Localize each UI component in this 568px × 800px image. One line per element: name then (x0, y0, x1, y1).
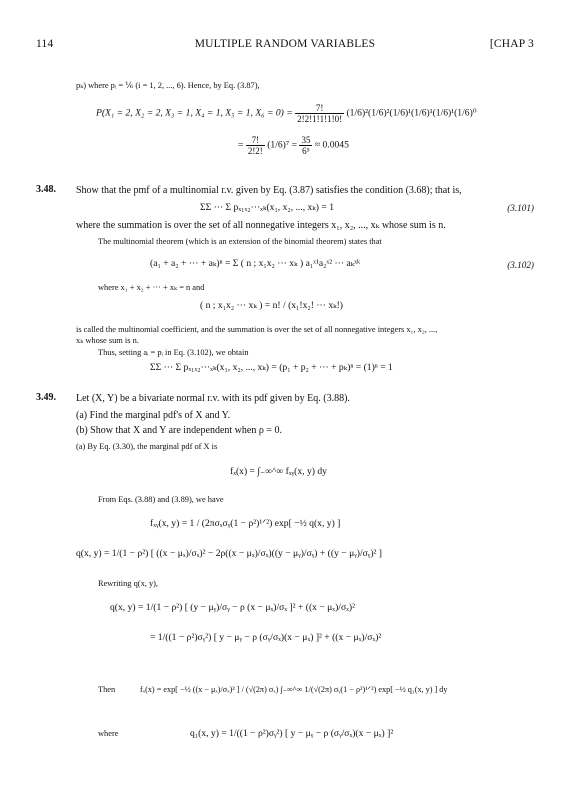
running-title: MULTIPLE RANDOM VARIABLES (194, 38, 376, 50)
equation-3-102: (a₁ + a₂ + ··· + aₖ)ⁿ = Σ ( n ; x₁x₂ ··· xₖ ) a₁ˣ¹a₂ˣ² ··· aₖˣᵏ (150, 258, 361, 269)
equation-3-101: ΣΣ ··· Σ pₓ₁ₓ₂···ₓₖ(x₁, x₂, ..., xₖ) = 1 (200, 202, 335, 213)
from-eqs-note: From Eqs. (3.88) and (3.89), we have (98, 495, 224, 504)
eq2-power: (1/6)⁷ (267, 139, 290, 151)
eq2-frac2-den: 6⁵ (302, 146, 310, 156)
problem-number-349: 3.49. (36, 392, 56, 403)
coefficient-note-line-1: is called the multinomial coefficient, and the summation is over the set of all nonnegative integers x₁, x₂, ..., (76, 325, 438, 334)
equation-fx-integral: fₓ(x) = exp[ −½ ((x − μₓ)/σₓ)² ] / (√(2π) σₓ) ∫₋∞^∞ 1/(√(2π) σᵧ(1 − ρ²)¹ᐟ²) exp[ −½ q₁(x, y) ] dy (140, 685, 448, 694)
equation-q-expanded: = 1/((1 − ρ²)σᵧ²) [ y − μᵧ − ρ (σᵧ/σₓ)(x − μₓ) ]² + ((x − μₓ)/σₓ)² (150, 632, 382, 643)
equation-number-3-102: (3.102) (507, 260, 534, 270)
running-header (36, 38, 534, 52)
solution-a-intro: (a) By Eq. (3.30), the marginal pdf of X is (76, 442, 218, 451)
equation-sum-result: ΣΣ ··· Σ pₓ₁ₓ₂···ₓₖ(x₁, x₂, ..., xₖ) = (p₁ + p₂ + ··· + pₖ)ⁿ = (1)ⁿ = 1 (150, 362, 393, 373)
eq1-fraction (295, 103, 344, 124)
then-label: Then (98, 685, 116, 694)
eq1-lhs: P(X₁ = 2, X₂ = 2, X₃ = 1, X₄ = 1, X₅ = 1, X₆ = 0) = (96, 107, 293, 119)
equation-number-3-101: (3.101) (507, 203, 534, 213)
summation-note: where the summation is over the set of all nonnegative integers x₁, x₂, ..., xₖ whose sum is n. (76, 220, 446, 231)
eq1-frac-den: 2!2!1!1!1!0! (297, 114, 343, 124)
eq2-frac2-num: 35 (301, 135, 311, 145)
where-label: where (98, 729, 119, 738)
page-number: 114 (36, 38, 54, 50)
equation-q: q(x, y) = 1/(1 − ρ²) [ ((x − μₓ)/σₓ)² − 2ρ((x − μₓ)/σₓ)((y − μᵧ)/σᵧ) + ((y − μᵧ)/σᵧ)² ] (76, 548, 383, 559)
problem-348-statement: Show that the pmf of a multinomial r.v. given by Eq. (3.87) satisfies the condition (3.68); that is, (76, 185, 462, 196)
eq2-result: ≈ 0.0045 (314, 139, 349, 151)
rewriting-note: Rewriting q(x, y), (98, 579, 159, 588)
part-b: (b) Show that X and Y are independent when ρ = 0. (76, 425, 282, 436)
equation-probability-result: = $\frac{7!}{2!2!}$ (1/6)⁷ = $\frac{35}{\text{6⁵}}$ ≈ 0.0045 (238, 135, 349, 156)
eq2-frac-num: 7! (246, 135, 265, 146)
eq1-frac-num: 7! (295, 103, 344, 114)
equation-q-rewritten: q(x, y) = 1/(1 − ρ²) [ (y − μᵧ)/σᵧ − ρ (x − μₓ)/σₓ ]² + ((x − μₓ)/σₓ)² (110, 602, 355, 613)
equation-probability (96, 103, 477, 124)
equation-bivariate-pdf: fₓᵧ(x, y) = 1 / (2πσₓσᵧ(1 − ρ²)¹ᐟ²) exp[ −½ q(x, y) ] (150, 518, 341, 529)
intro-line: pₖ) where pᵢ = ⅙ (i = 1, 2, ..., 6). Hence, by Eq. (3.87), (76, 81, 260, 90)
problem-349-statement: Let (X, Y) be a bivariate normal r.v. with its pdf given by Eq. (3.88). (76, 393, 350, 404)
coefficient-note-line-2: xₖ whose sum is n. (76, 336, 139, 345)
eq1-powers: (1/6)²(1/6)²(1/6)¹(1/6)¹(1/6)¹(1/6)⁰ (346, 107, 477, 119)
problem-number-348: 3.48. (36, 184, 56, 195)
equation-multinomial-coefficient: ( n ; x₁x₂ ··· xₖ ) = n! / (x₁!x₂! ··· xₖ!) (200, 300, 344, 311)
theorem-intro: The multinomial theorem (which is an extension of the binomial theorem) states that (98, 237, 382, 246)
equation-q1: q₁(x, y) = 1/((1 − ρ²)σᵧ²) [ y − μᵧ − ρ (σᵧ/σₓ)(x − μₓ) ]² (190, 728, 394, 739)
equation-marginal-pdf: fₓ(x) = ∫₋∞^∞ fₓᵧ(x, y) dy (230, 466, 327, 477)
sum-condition: where x₁ + x₂ + ··· + xₖ = n and (98, 283, 205, 292)
eq2-fraction-2 (299, 135, 312, 156)
eq2-frac-den: 2!2! (247, 146, 263, 156)
part-a: (a) Find the marginal pdf's of X and Y. (76, 410, 231, 421)
thus-note: Thus, setting aᵢ = pᵢ in Eq. (3.102), we obtain (98, 348, 249, 357)
chapter-label: [CHAP 3 (489, 38, 534, 50)
eq2-fraction (246, 135, 265, 156)
